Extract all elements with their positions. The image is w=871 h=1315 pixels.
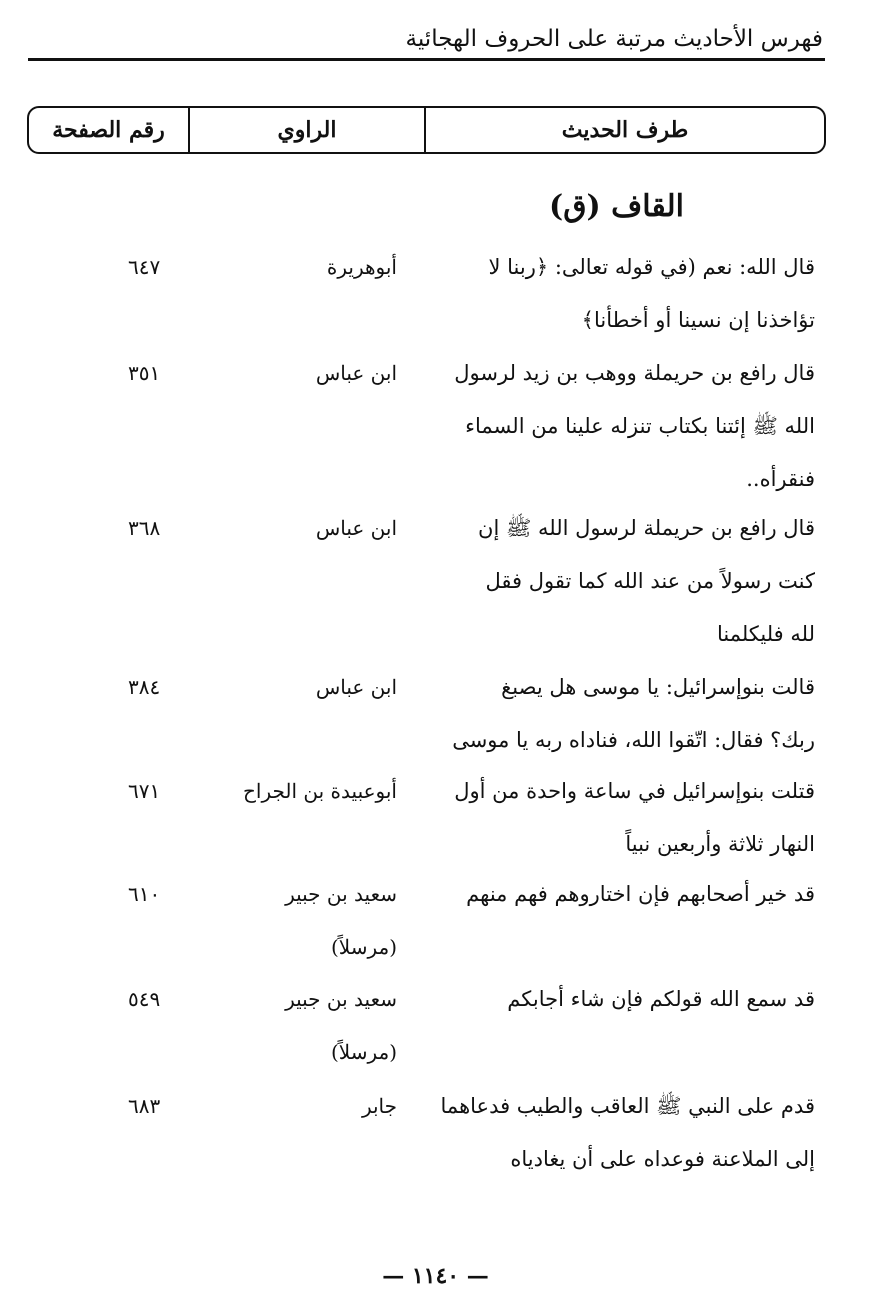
rawi: [217, 1080, 397, 1133]
rawi-line: سعيد بن جبير: [285, 882, 397, 906]
rawi: [217, 661, 397, 714]
hadith-text: [435, 347, 815, 506]
hadith-text: [435, 868, 815, 921]
hadith-line: قد سمع الله قولكم فإن شاء أجابكم: [507, 987, 815, 1011]
hadith-text: [435, 973, 815, 1026]
page-ref: ٦٨٣: [128, 1094, 161, 1118]
column-header-hadith: طرف الحديث: [424, 108, 824, 152]
hadith-line: قال رافع بن حريملة لرسول الله ﷺ إن: [478, 516, 815, 540]
rawi-line: ابن عباس: [315, 361, 397, 385]
page-number: — ١١٤٠ —: [382, 1263, 489, 1289]
hadith-text: [435, 765, 815, 871]
hadith-line: فنقرأه..: [746, 467, 815, 491]
hadith-line: كنت رسولاً من عند الله كما تقول فقل: [485, 569, 815, 593]
hadith-line: قدم على النبي ﷺ العاقب والطيب فدعاهما: [440, 1094, 815, 1118]
rawi-line: أبوهريرة: [326, 255, 397, 279]
page-ref: ٣٨٤: [128, 675, 161, 699]
hadith-line: النهار ثلاثة وأربعين نبياً: [625, 832, 815, 856]
rawi: [217, 973, 397, 1079]
hadith-line: تؤاخذنا إن نسينا أو أخطأنا﴾: [581, 308, 815, 332]
hadith-line: قال رافع بن حريملة ووهب بن زيد لرسول: [454, 361, 815, 385]
hadith-line: قد خير أصحابهم فإن اختاروهم فهم منهم: [466, 882, 815, 906]
section-title: القاف (ق): [549, 189, 684, 224]
hadith-text: [435, 1080, 815, 1186]
hadith-line: قالت بنوإسرائيل: يا موسى هل يصبغ: [501, 675, 815, 699]
rawi: [217, 502, 397, 555]
running-head: فهرس الأحاديث مرتبة على الحروف الهجائية: [405, 26, 823, 52]
rawi: [217, 765, 397, 818]
hadith-text: [435, 502, 815, 661]
rawi-line: سعيد بن جبير: [285, 987, 397, 1011]
page-ref: ٥٤٩: [128, 987, 161, 1011]
hadith-text: [435, 241, 815, 347]
rawi-line: (مرسلاً): [330, 935, 397, 959]
column-header-rawi: الراوي: [188, 108, 424, 152]
column-header-page: رقم الصفحة: [52, 117, 165, 143]
hadith-line: لله فليكلمنا: [716, 622, 815, 646]
hadith-line: قال الله: نعم (في قوله تعالى: ﴿ربنا لا: [488, 255, 815, 279]
rawi-line: (مرسلاً): [330, 1040, 397, 1064]
page-ref: ٦٤٧: [128, 255, 161, 279]
hadith-line: ربك؟ فقال: اتّقوا الله، فناداه ربه يا موسى: [452, 728, 815, 752]
rawi-line: أبوعبيدة بن الجراح: [242, 779, 397, 803]
rawi: [217, 868, 397, 974]
rawi-line: جابر: [361, 1094, 397, 1118]
page-ref: ٦٧١: [128, 779, 161, 803]
hadith-text: [435, 661, 815, 767]
rawi: [217, 347, 397, 400]
column-header-row: [27, 106, 826, 154]
rawi: [217, 241, 397, 294]
hadith-line: إلى الملاعنة فوعداه على أن يغادياه: [510, 1147, 815, 1171]
page-ref: ٣٥١: [128, 361, 161, 385]
page-ref: ٦١٠: [128, 882, 161, 906]
hadith-line: قتلت بنوإسرائيل في ساعة واحدة من أول: [454, 779, 815, 803]
head-rule: [28, 58, 825, 61]
page-ref: ٣٦٨: [128, 516, 161, 540]
hadith-line: الله ﷺ إئتنا بكتاب تنزله علينا من السماء: [465, 414, 815, 438]
rawi-line: ابن عباس: [315, 675, 397, 699]
rawi-line: ابن عباس: [315, 516, 397, 540]
